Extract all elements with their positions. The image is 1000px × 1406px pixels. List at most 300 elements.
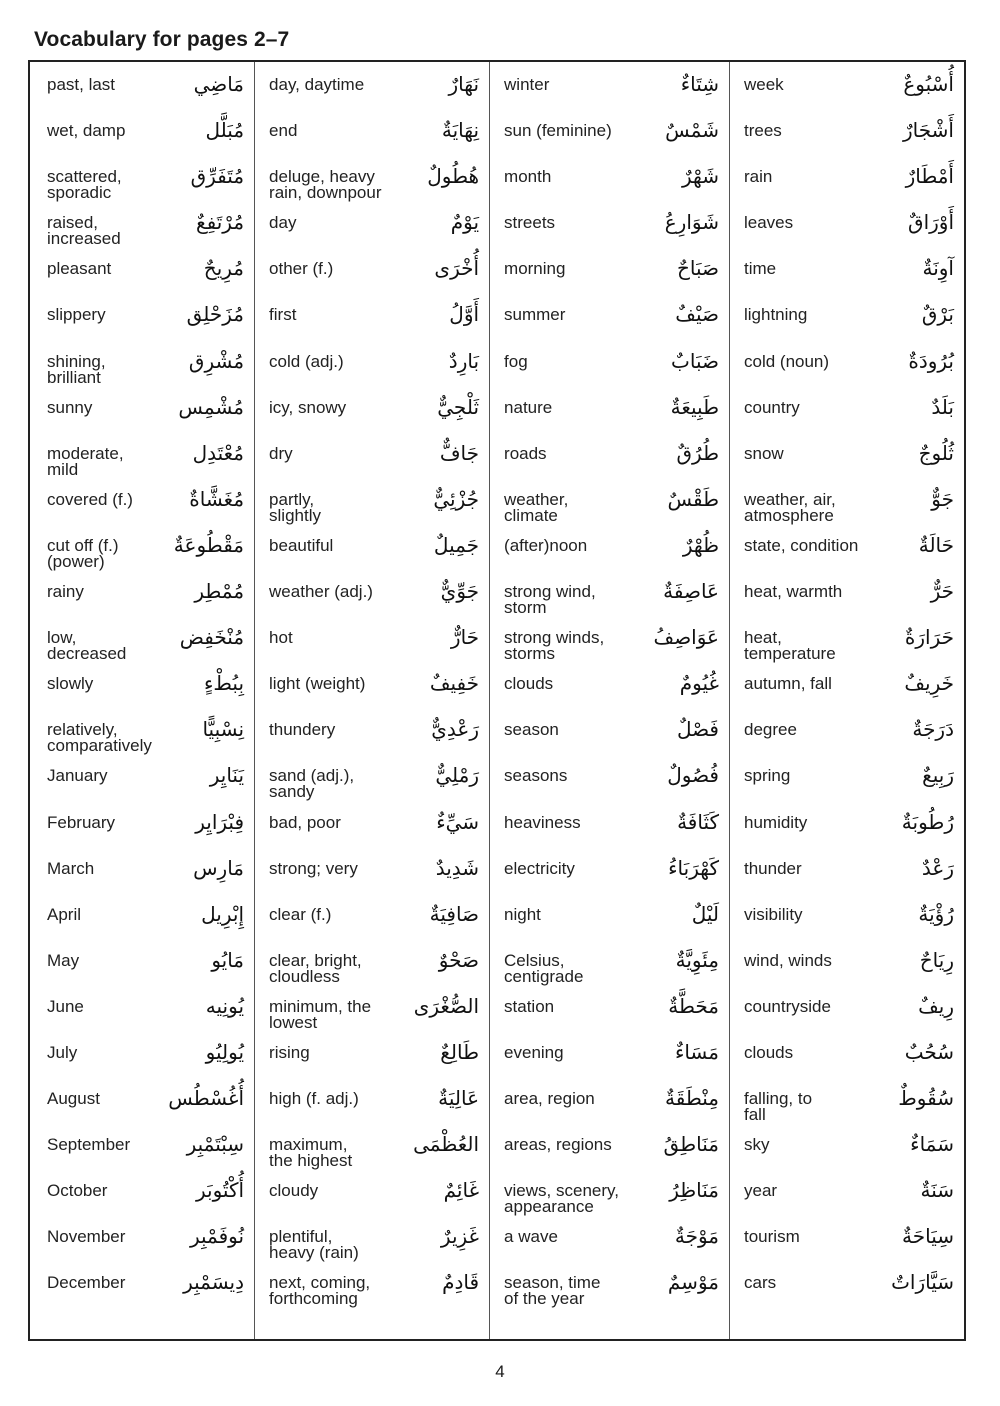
arabic-term: بَارِدٌ xyxy=(448,348,480,373)
english-term: station xyxy=(504,996,555,1016)
english-term: cold (noun) xyxy=(744,351,830,371)
english-term: other (f.) xyxy=(269,259,334,279)
arabic-term: شَوَارِعُ xyxy=(664,210,719,235)
vocab-entry xyxy=(30,431,254,477)
vocab-entry xyxy=(255,800,489,846)
arabic-term: فُصُولٌ xyxy=(667,763,719,788)
english-term: time xyxy=(744,259,777,279)
english-term: roads xyxy=(504,443,547,463)
vocab-entry xyxy=(730,1168,964,1214)
vocab-entry xyxy=(730,292,964,338)
english-term: minimum, the lowest xyxy=(269,996,372,1032)
english-term: strong; very xyxy=(269,858,358,878)
english-term: raised, increased xyxy=(47,213,121,249)
arabic-term: مُعْتَدِل xyxy=(192,440,245,465)
vocab-entry xyxy=(490,615,729,664)
vocab-entry xyxy=(490,385,729,431)
english-term: high (f. adj.) xyxy=(269,1089,359,1109)
vocab-entry xyxy=(730,846,964,892)
english-term: sand (adj.), sandy xyxy=(269,766,355,802)
vocab-entry xyxy=(30,1260,254,1306)
arabic-term: مُرِيحٌ xyxy=(203,256,245,281)
arabic-term: كَثَافَةٌ xyxy=(677,809,719,834)
vocab-entry xyxy=(730,1260,964,1306)
arabic-term: خَفِيفٌ xyxy=(429,671,480,696)
english-term: streets xyxy=(504,213,556,233)
arabic-term: حَرَارَةٌ xyxy=(904,625,954,650)
vocab-entry xyxy=(730,1214,964,1260)
english-term: August xyxy=(47,1089,100,1109)
arabic-term: هُطُولٌ xyxy=(427,164,480,189)
arabic-term: يَوْمٌ xyxy=(450,210,480,235)
english-term: June xyxy=(47,996,84,1016)
english-term: a wave xyxy=(504,1227,558,1247)
english-term: snow xyxy=(744,443,784,463)
english-term: end xyxy=(269,121,298,141)
english-term: tourism xyxy=(744,1227,800,1247)
arabic-term: فِبْرَايِر xyxy=(195,809,245,834)
vocab-entry xyxy=(730,523,964,569)
vocab-entry xyxy=(255,753,489,802)
english-term: beautiful xyxy=(269,535,334,555)
vocab-entry xyxy=(255,615,489,661)
english-term: views, scenery, appearance xyxy=(504,1181,619,1217)
english-term: relatively, comparatively xyxy=(47,720,152,756)
arabic-term: عَالِيَةٌ xyxy=(438,1086,480,1111)
arabic-term: سَيِّءٌ xyxy=(436,809,480,834)
vocab-entry xyxy=(255,1214,489,1263)
vocab-entry xyxy=(730,385,964,431)
vocab-entry xyxy=(255,1260,489,1309)
vocab-entry xyxy=(490,477,729,523)
english-term: weather (adj.) xyxy=(269,582,373,602)
arabic-term: مَاضِي xyxy=(193,72,245,96)
english-term: sunny xyxy=(47,397,93,417)
english-term: wind, winds xyxy=(744,950,832,970)
arabic-term: يُونِيه xyxy=(205,993,245,1018)
vocab-column-3 xyxy=(489,62,729,1339)
arabic-term: مُزَحْلِق xyxy=(186,302,245,327)
page-title: Vocabulary for pages 2–7 xyxy=(34,28,290,51)
arabic-term: أَوَّلُ xyxy=(449,302,480,327)
arabic-term: ثُلُوجٌ xyxy=(918,440,954,465)
arabic-term: سَيَّارَاتٌ xyxy=(891,1270,954,1295)
english-term: nature xyxy=(504,397,553,417)
english-term: cold (adj.) xyxy=(269,351,344,371)
arabic-term: رَعْدِيٌّ xyxy=(431,717,480,742)
vocab-entry xyxy=(730,108,964,154)
arabic-term: نُوفَمْبِر xyxy=(189,1224,245,1249)
arabic-term: ظُهْرٌ xyxy=(682,532,719,557)
english-term: shining, brilliant xyxy=(47,351,106,387)
vocab-entry xyxy=(30,523,254,569)
vocab-entry xyxy=(255,984,489,1030)
english-term: state, condition xyxy=(744,535,859,555)
arabic-term: أُسْبُوعٌ xyxy=(903,72,954,96)
arabic-term: العُظْمَى xyxy=(413,1132,480,1157)
vocab-column-4 xyxy=(729,62,964,1339)
vocab-entry xyxy=(490,1076,729,1122)
arabic-term: أُغُسْطُس xyxy=(168,1086,245,1111)
arabic-term: طَقْسٌ xyxy=(667,486,719,511)
vocab-entry xyxy=(30,477,254,523)
english-term: country xyxy=(744,397,800,417)
english-term: January xyxy=(47,766,108,786)
vocab-entry xyxy=(255,707,489,753)
arabic-term: سَنَةٌ xyxy=(920,1178,954,1203)
vocab-entry xyxy=(490,846,729,892)
arabic-term: جَمِيلٌ xyxy=(433,532,480,557)
vocab-entry xyxy=(490,431,729,477)
arabic-term: الصُّغْرَى xyxy=(413,993,480,1018)
english-term: next, coming, forthcoming xyxy=(269,1273,371,1309)
arabic-term: مُتَفَرِّق xyxy=(190,164,245,189)
vocab-entry xyxy=(730,1030,964,1076)
arabic-term: نِسْبِيًّا xyxy=(202,717,245,742)
vocab-entry xyxy=(730,62,964,108)
english-term: winter xyxy=(504,75,550,94)
arabic-term: فَصْلٌ xyxy=(676,717,719,742)
english-term: wet, damp xyxy=(47,121,126,141)
vocab-entry xyxy=(30,1214,254,1260)
english-term: day, daytime xyxy=(269,75,365,94)
arabic-term: بَرْقٌ xyxy=(921,302,954,327)
english-term: heat, temperature xyxy=(744,628,836,664)
arabic-term: قَادِمٌ xyxy=(442,1270,480,1295)
arabic-term: ضَبَابٌ xyxy=(671,348,719,373)
english-term: night xyxy=(504,904,541,924)
arabic-term: مُغَشَّاةٌ xyxy=(189,486,245,511)
vocab-entry xyxy=(730,892,964,938)
arabic-term: صَيْفٌ xyxy=(675,302,719,327)
english-term: past, last xyxy=(47,75,116,94)
english-term: partly, slightly xyxy=(269,489,321,525)
vocab-entry xyxy=(30,108,254,154)
english-term: area, region xyxy=(504,1089,595,1109)
arabic-term: حَالَةٌ xyxy=(918,532,954,557)
vocab-column-1 xyxy=(30,62,254,1339)
vocab-entry xyxy=(255,1076,489,1122)
arabic-term: رِيَاحٌ xyxy=(919,947,954,972)
vocab-entry xyxy=(255,200,489,246)
vocab-entry xyxy=(30,938,254,984)
vocab-entry xyxy=(490,753,729,799)
vocab-column-2 xyxy=(254,62,489,1339)
arabic-term: غُيُومٌ xyxy=(679,671,719,696)
english-term: trees xyxy=(744,121,782,141)
vocab-entry xyxy=(490,707,729,753)
arabic-term: رُؤْيَةٌ xyxy=(918,901,954,926)
english-term: April xyxy=(47,904,82,924)
vocab-entry xyxy=(30,707,254,756)
english-term: humidity xyxy=(744,812,808,832)
vocab-entry xyxy=(730,154,964,200)
arabic-term: جُزْئِيٌّ xyxy=(433,486,480,511)
arabic-term: أُكْتُوبَر xyxy=(195,1178,245,1203)
english-term: December xyxy=(47,1273,126,1293)
english-term: electricity xyxy=(504,858,575,878)
arabic-term: جَافٌّ xyxy=(439,440,480,465)
english-term: pleasant xyxy=(47,259,112,279)
english-term: strong wind, storm xyxy=(504,582,596,618)
arabic-term: خَرِيفٌ xyxy=(904,671,954,696)
english-term: degree xyxy=(744,720,797,740)
arabic-term: نِهَايَةٌ xyxy=(441,118,480,143)
vocab-entry xyxy=(255,1168,489,1214)
vocab-entry xyxy=(30,339,254,385)
vocab-entry xyxy=(490,62,729,108)
vocab-entry xyxy=(490,523,729,569)
arabic-term: رَبِيعٌ xyxy=(922,763,954,788)
english-term: low, decreased xyxy=(47,628,127,664)
vocab-entry xyxy=(490,661,729,707)
vocab-entry xyxy=(730,615,964,664)
english-term: falling, to fall xyxy=(744,1089,813,1125)
arabic-term: شَمْسٌ xyxy=(665,118,719,143)
arabic-term: صَحْوٌ xyxy=(438,947,480,972)
english-term: light (weight) xyxy=(269,674,366,694)
vocab-entry xyxy=(30,892,254,938)
arabic-term: عَوَاصِفُ xyxy=(653,625,719,650)
arabic-term: شَهْرٌ xyxy=(681,164,719,189)
arabic-term: طَبِيعَةٌ xyxy=(670,394,719,419)
vocab-entry xyxy=(30,385,254,431)
vocab-entry xyxy=(255,523,489,569)
vocab-entry xyxy=(730,569,964,615)
english-term: moderate, mild xyxy=(47,443,124,479)
arabic-term: مُشْرِق xyxy=(188,348,245,373)
english-term: month xyxy=(504,167,552,187)
arabic-term: مَارِس xyxy=(193,855,245,880)
vocab-entry xyxy=(30,292,254,338)
vocab-entry xyxy=(490,938,729,984)
arabic-term: آوِنَةٌ xyxy=(922,256,954,281)
arabic-term: أَوْرَاقٌ xyxy=(908,210,954,235)
arabic-term: طُرُقٌ xyxy=(676,440,719,465)
vocab-entry xyxy=(255,339,489,385)
vocab-entry xyxy=(490,292,729,338)
arabic-term: ثَلْجِيٌّ xyxy=(437,394,480,419)
arabic-term: مَوْسِمٌ xyxy=(667,1270,719,1295)
arabic-term: مَنَاطِقُ xyxy=(663,1132,719,1157)
vocab-entry xyxy=(30,62,254,108)
english-term: sky xyxy=(744,1135,770,1155)
english-term: visibility xyxy=(744,904,803,924)
page-number: 4 xyxy=(495,1362,505,1381)
english-term: summer xyxy=(504,305,566,325)
english-term: cars xyxy=(744,1273,777,1293)
vocab-entry xyxy=(730,707,964,753)
english-term: clear, bright, cloudless xyxy=(269,950,362,986)
vocab-entry xyxy=(255,569,489,615)
vocab-entry xyxy=(255,108,489,154)
english-term: November xyxy=(47,1227,126,1247)
english-term: first xyxy=(269,305,297,325)
arabic-term: أَشْجَارٌ xyxy=(903,118,954,143)
vocab-entry xyxy=(30,569,254,615)
arabic-term: مِئَوِيَّةٌ xyxy=(675,947,719,972)
vocab-entry xyxy=(730,339,964,385)
arabic-term: سِيَاحَةٌ xyxy=(902,1224,954,1249)
english-term: slippery xyxy=(47,305,106,325)
english-term: dry xyxy=(269,443,293,463)
english-term: cloudy xyxy=(269,1181,319,1201)
vocab-entry xyxy=(730,800,964,846)
english-term: weather, air, atmosphere xyxy=(744,489,836,525)
arabic-term: مُبَلَّل xyxy=(205,118,245,143)
vocab-entry xyxy=(490,1030,729,1076)
arabic-term: مَنَاظِرُ xyxy=(669,1178,719,1203)
arabic-term: مَقْطُوعَةٌ xyxy=(173,532,245,557)
arabic-term: رِيفٌ xyxy=(918,993,954,1018)
vocab-entry xyxy=(490,246,729,292)
vocab-entry xyxy=(30,1030,254,1076)
english-term: thunder xyxy=(744,858,802,878)
vocab-entry xyxy=(730,200,964,246)
arabic-term: مُمْطِر xyxy=(194,579,245,604)
vocabulary-table xyxy=(28,60,966,1341)
vocab-entry xyxy=(30,200,254,249)
arabic-term: سُحُبٌ xyxy=(904,1039,954,1064)
english-term: covered (f.) xyxy=(47,489,133,509)
english-term: seasons xyxy=(504,766,568,786)
vocab-entry xyxy=(255,385,489,431)
arabic-term: طَالِعٌ xyxy=(440,1039,480,1064)
arabic-term: بِبُطْءٍ xyxy=(204,671,245,696)
english-term: scattered, sporadic xyxy=(47,167,122,203)
vocab-entry xyxy=(730,477,964,523)
arabic-term: يَنَايِر xyxy=(209,763,245,788)
vocab-entry xyxy=(730,431,964,477)
vocab-entry xyxy=(490,984,729,1030)
vocab-entry xyxy=(730,938,964,984)
english-term: deluge, heavy rain, downpour xyxy=(269,167,382,203)
vocab-entry xyxy=(490,800,729,846)
english-term: strong winds, storms xyxy=(504,628,605,664)
english-term: plentiful, heavy (rain) xyxy=(269,1227,359,1263)
english-term: season xyxy=(504,720,559,740)
english-term: day xyxy=(269,213,297,233)
arabic-term: سَمَاءٌ xyxy=(910,1132,954,1157)
vocab-entry xyxy=(490,569,729,618)
vocab-entry xyxy=(30,154,254,203)
vocab-entry xyxy=(730,984,964,1030)
arabic-term: بُرُودَةٌ xyxy=(908,348,954,373)
vocab-entry xyxy=(30,846,254,892)
vocab-entry xyxy=(730,753,964,799)
english-term: thundery xyxy=(269,720,336,740)
vocab-entry xyxy=(490,339,729,385)
english-term: autumn, fall xyxy=(744,674,832,694)
arabic-term: إِبْرِيل xyxy=(201,901,245,926)
arabic-term: دَرَجَةٌ xyxy=(912,717,954,742)
vocab-entry xyxy=(255,661,489,707)
vocab-entry xyxy=(255,246,489,292)
arabic-term: رَعْدٌ xyxy=(921,855,954,880)
english-term: hot xyxy=(269,628,293,648)
english-term: rain xyxy=(744,167,773,187)
arabic-term: رَمْلِيٌّ xyxy=(435,763,480,788)
english-term: October xyxy=(47,1181,108,1201)
arabic-term: كَهْرَبَاءُ xyxy=(668,855,719,880)
english-term: areas, regions xyxy=(504,1135,612,1155)
arabic-term: شِتَاءٌ xyxy=(680,72,719,96)
arabic-term: رُطُوبَةٌ xyxy=(901,809,954,834)
english-term: February xyxy=(47,812,116,832)
english-term: clear (f.) xyxy=(269,904,332,924)
english-term: fog xyxy=(504,351,528,371)
arabic-term: مُرْتَفِعٌ xyxy=(195,210,245,235)
arabic-term: مَسَاءٌ xyxy=(674,1039,719,1064)
arabic-term: لَيْلٌ xyxy=(691,901,719,926)
arabic-term: سِبْتَمْبِر xyxy=(186,1132,245,1157)
arabic-term: مَوْجَةٌ xyxy=(674,1224,719,1249)
vocab-entry xyxy=(730,1122,964,1168)
arabic-term: أُخْرَى xyxy=(434,256,480,281)
arabic-term: نَهَارٌ xyxy=(448,72,480,96)
english-term: countryside xyxy=(744,996,831,1016)
arabic-term: صَافِيَةٌ xyxy=(429,901,480,926)
vocab-entry xyxy=(490,892,729,938)
english-term: March xyxy=(47,858,95,878)
vocab-entry xyxy=(30,246,254,292)
arabic-term: صَبَاحٌ xyxy=(676,256,719,281)
vocab-entry xyxy=(490,1168,729,1217)
vocab-entry xyxy=(255,892,489,938)
arabic-term: دِيسَمْبِر xyxy=(183,1270,245,1295)
arabic-term: غَزِيرٌ xyxy=(440,1224,480,1249)
arabic-term: جَوِّيٌّ xyxy=(440,579,480,604)
english-term: rising xyxy=(269,1042,310,1062)
english-term: heaviness xyxy=(504,812,581,832)
arabic-term: أَمْطَارٌ xyxy=(905,164,954,189)
english-term: bad, poor xyxy=(269,812,341,832)
vocab-entry xyxy=(30,661,254,707)
arabic-term: مُنْخَفِض xyxy=(179,625,245,650)
vocab-entry xyxy=(490,200,729,246)
arabic-term: غَائِمٌ xyxy=(443,1178,480,1203)
english-term: weather, climate xyxy=(504,489,569,525)
arabic-term: مَايُو xyxy=(211,947,245,972)
arabic-term: بَلَدٌ xyxy=(931,394,954,419)
english-term: sun (feminine) xyxy=(504,121,612,141)
vocab-entry xyxy=(255,477,489,523)
vocab-entry xyxy=(30,1122,254,1168)
vocab-entry xyxy=(490,1122,729,1168)
vocab-entry xyxy=(255,1030,489,1076)
arabic-term: شَدِيدٌ xyxy=(435,855,480,880)
english-term: slowly xyxy=(47,674,94,694)
vocab-entry xyxy=(255,938,489,984)
english-term: season, time of the year xyxy=(504,1273,601,1309)
arabic-term: حَارٌّ xyxy=(450,625,480,650)
english-term: clouds xyxy=(744,1042,794,1062)
english-term: May xyxy=(47,950,80,970)
english-term: morning xyxy=(504,259,566,279)
vocab-entry xyxy=(255,292,489,338)
english-term: clouds xyxy=(504,674,554,694)
vocab-entry xyxy=(490,154,729,200)
arabic-term: سُقُوطٌ xyxy=(898,1086,954,1111)
vocab-entry xyxy=(255,431,489,477)
arabic-term: جَوٌّ xyxy=(931,486,954,511)
english-term: rainy xyxy=(47,582,84,602)
arabic-term: حَرٌّ xyxy=(930,579,954,604)
english-term: leaves xyxy=(744,213,794,233)
vocab-entry xyxy=(30,984,254,1030)
arabic-term: مِنْطَقَةٌ xyxy=(665,1086,719,1111)
vocab-entry xyxy=(730,246,964,292)
